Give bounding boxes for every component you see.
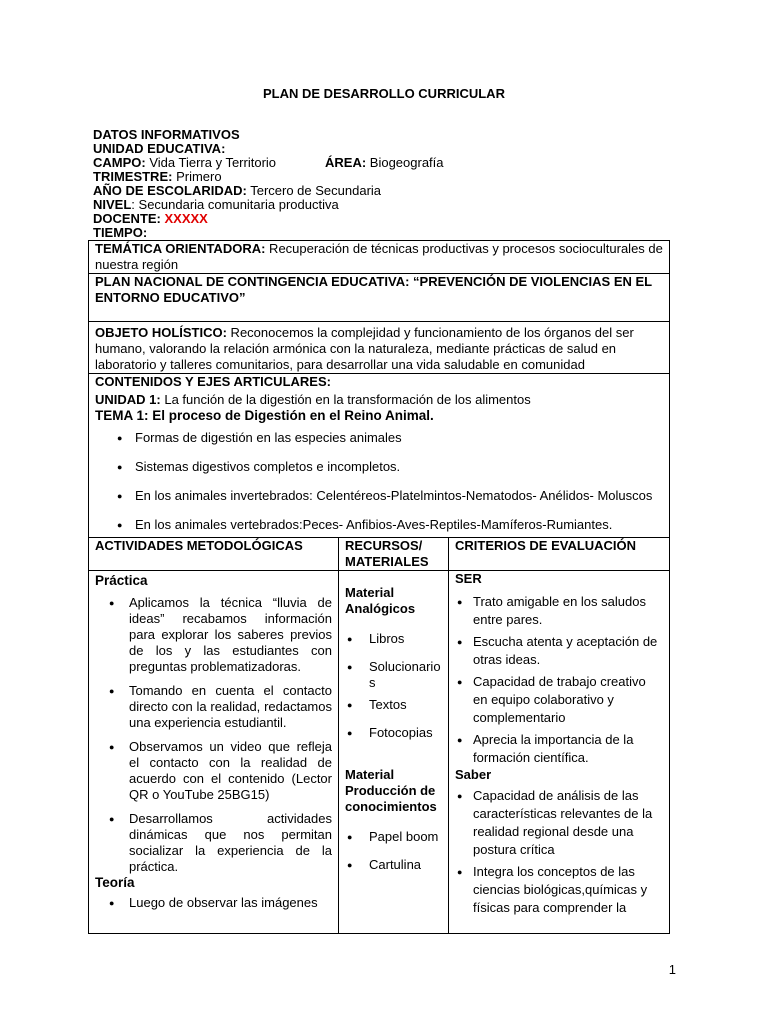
nivel-value: : Secundaria comunitaria productiva — [131, 197, 339, 212]
analogicos-title: Material Analógicos — [345, 585, 416, 616]
teoria-title: Teoría — [95, 875, 135, 890]
list-item: ● Solucionarios — [345, 659, 442, 691]
criterios-cell — [449, 571, 669, 933]
page-number: 1 — [668, 962, 676, 977]
plan-row: PLAN NACIONAL DE CONTINGENCIA EDUCATIVA: “PREVENCIÓN DE VIOLENCIAS EN EL ENTORNO EDUCATIVO” — [89, 274, 669, 322]
list-item: ● Capacidad de análisis de las características relevantes de la realidad regional desde una postura crítica — [455, 787, 663, 859]
produccion-title: Material Producción de conocimientos — [345, 767, 437, 814]
list-item: ● Aplicamos la técnica “lluvia de ideas” recabamos información para explorar los saberes previos de los y las estudiantes con preguntas problematizadoras. — [95, 595, 332, 675]
list-item: ● Sistemas digestivos completos e incompletos. — [95, 459, 663, 475]
nivel-label: NIVEL — [93, 197, 132, 212]
analogicos-list — [345, 631, 442, 741]
list-item: ● Papel boom — [345, 829, 442, 845]
list-item: ● Capacidad de trabajo creativo en equipo colaborativo y complementario — [455, 673, 663, 727]
header-actividades: ACTIVIDADES METODOLÓGICAS — [89, 538, 339, 570]
recursos-cell — [339, 571, 449, 933]
practica-title: Práctica — [95, 573, 148, 588]
list-item: ● Cartulina — [345, 857, 442, 873]
list-item: ● En los animales invertebrados: Celentéreos-Platelmintos-Nematodos- Anélidos- Moluscos — [95, 488, 663, 504]
header-recursos: RECURSOS/ MATERIALES — [339, 538, 449, 570]
produccion-list — [345, 829, 442, 873]
list-item: ● Formas de digestión en las especies animales — [95, 430, 663, 446]
curriculum-table — [88, 240, 670, 934]
practica-list — [95, 595, 332, 875]
list-item: ● Integra los conceptos de las ciencias biológicas,químicas y físicas para comprender la — [455, 863, 663, 917]
area-label: ÁREA: — [325, 155, 367, 170]
unidad1-text: La función de la digestión en la transformación de los alimentos — [160, 392, 531, 407]
list-item: ● Luego de observar las imágenes — [95, 895, 332, 911]
campo-value: Vida Tierra y Territorio — [145, 155, 277, 170]
info-heading: DATOS INFORMATIVOS — [93, 127, 240, 142]
saber-list — [455, 787, 663, 917]
trimestre-value: Primero — [172, 169, 222, 184]
tematica-label: TEMÁTICA ORIENTADORA: — [95, 241, 266, 256]
objetivo-row — [89, 322, 669, 374]
teoria-list — [95, 895, 332, 911]
list-item: ● Escucha atenta y aceptación de otras ideas. — [455, 633, 663, 669]
list-item: ● Observamos un video que refleja el contacto con la realidad de acuerdo con el contenido (Lector QR o YouTube 25BG15) — [95, 739, 332, 803]
actividades-cell — [89, 571, 339, 933]
list-item: ● Desarrollamos actividades dinámicas que nos permitan socializar la experiencia de la práctica. — [95, 811, 332, 875]
list-item: ● En los animales vertebrados:Peces- Anfibios-Aves-Reptiles-Mamíferos-Rumiantes. — [95, 517, 663, 533]
list-item: ● Fotocopias — [345, 725, 442, 741]
body-row — [89, 571, 669, 933]
campo-label: CAMPO: — [93, 155, 146, 170]
header-row — [89, 538, 669, 571]
saber-title: Saber — [455, 767, 492, 782]
contenidos-heading: CONTENIDOS Y EJES ARTICULARES: — [95, 374, 331, 389]
ser-list — [455, 593, 663, 767]
header-criterios: CRITERIOS DE EVALUACIÓN — [455, 538, 637, 553]
list-item: ● Aprecia la importancia de la formación científica. — [455, 731, 663, 767]
contenidos-row — [89, 374, 669, 538]
unidad1-label: UNIDAD 1: — [95, 392, 161, 407]
list-item: ● Textos — [345, 697, 442, 713]
anio-value: Tercero de Secundaria — [246, 183, 382, 198]
objetivo-label: OBJETO HOLÍSTICO: — [95, 325, 227, 340]
docente-label: DOCENTE: — [93, 211, 161, 226]
page-title: PLAN DE DESARROLLO CURRICULAR — [263, 86, 505, 101]
tiempo-label: TIEMPO: — [93, 225, 148, 240]
docente-value: XXXXX — [160, 211, 208, 226]
area-value: Biogeografía — [366, 155, 444, 170]
objetivo-text: Reconocemos la complejidad y funcionamiento de los órganos del ser humano, valorando la relación armónica con la naturaleza, mediante prácticas de salud en laboratorio y talleres comunitarios, para desarrollar una vida saludable en comunidad — [95, 325, 634, 372]
tematica-text: Recuperación de técnicas productivas y procesos socioculturales de nuestra región — [95, 241, 663, 272]
contenidos-list — [95, 430, 663, 533]
tematica-row — [89, 241, 669, 274]
list-item: ● Libros — [345, 631, 442, 647]
unidad-label: UNIDAD EDUCATIVA: — [93, 141, 226, 156]
trimestre-label: TRIMESTRE: — [93, 169, 173, 184]
list-item: ● Trato amigable en los saludos entre pares. — [455, 593, 663, 629]
list-item: ● Tomando en cuenta el contacto directo con la realidad, redactamos una experiencia estudiantil. — [95, 683, 332, 731]
datos-informativos — [93, 128, 673, 240]
anio-label: AÑO DE ESCOLARIDAD: — [93, 183, 247, 198]
tema1-label: TEMA 1: — [95, 408, 149, 423]
ser-title: SER — [455, 571, 482, 586]
tema1-text: El proceso de Digestión en el Reino Animal. — [148, 408, 434, 423]
